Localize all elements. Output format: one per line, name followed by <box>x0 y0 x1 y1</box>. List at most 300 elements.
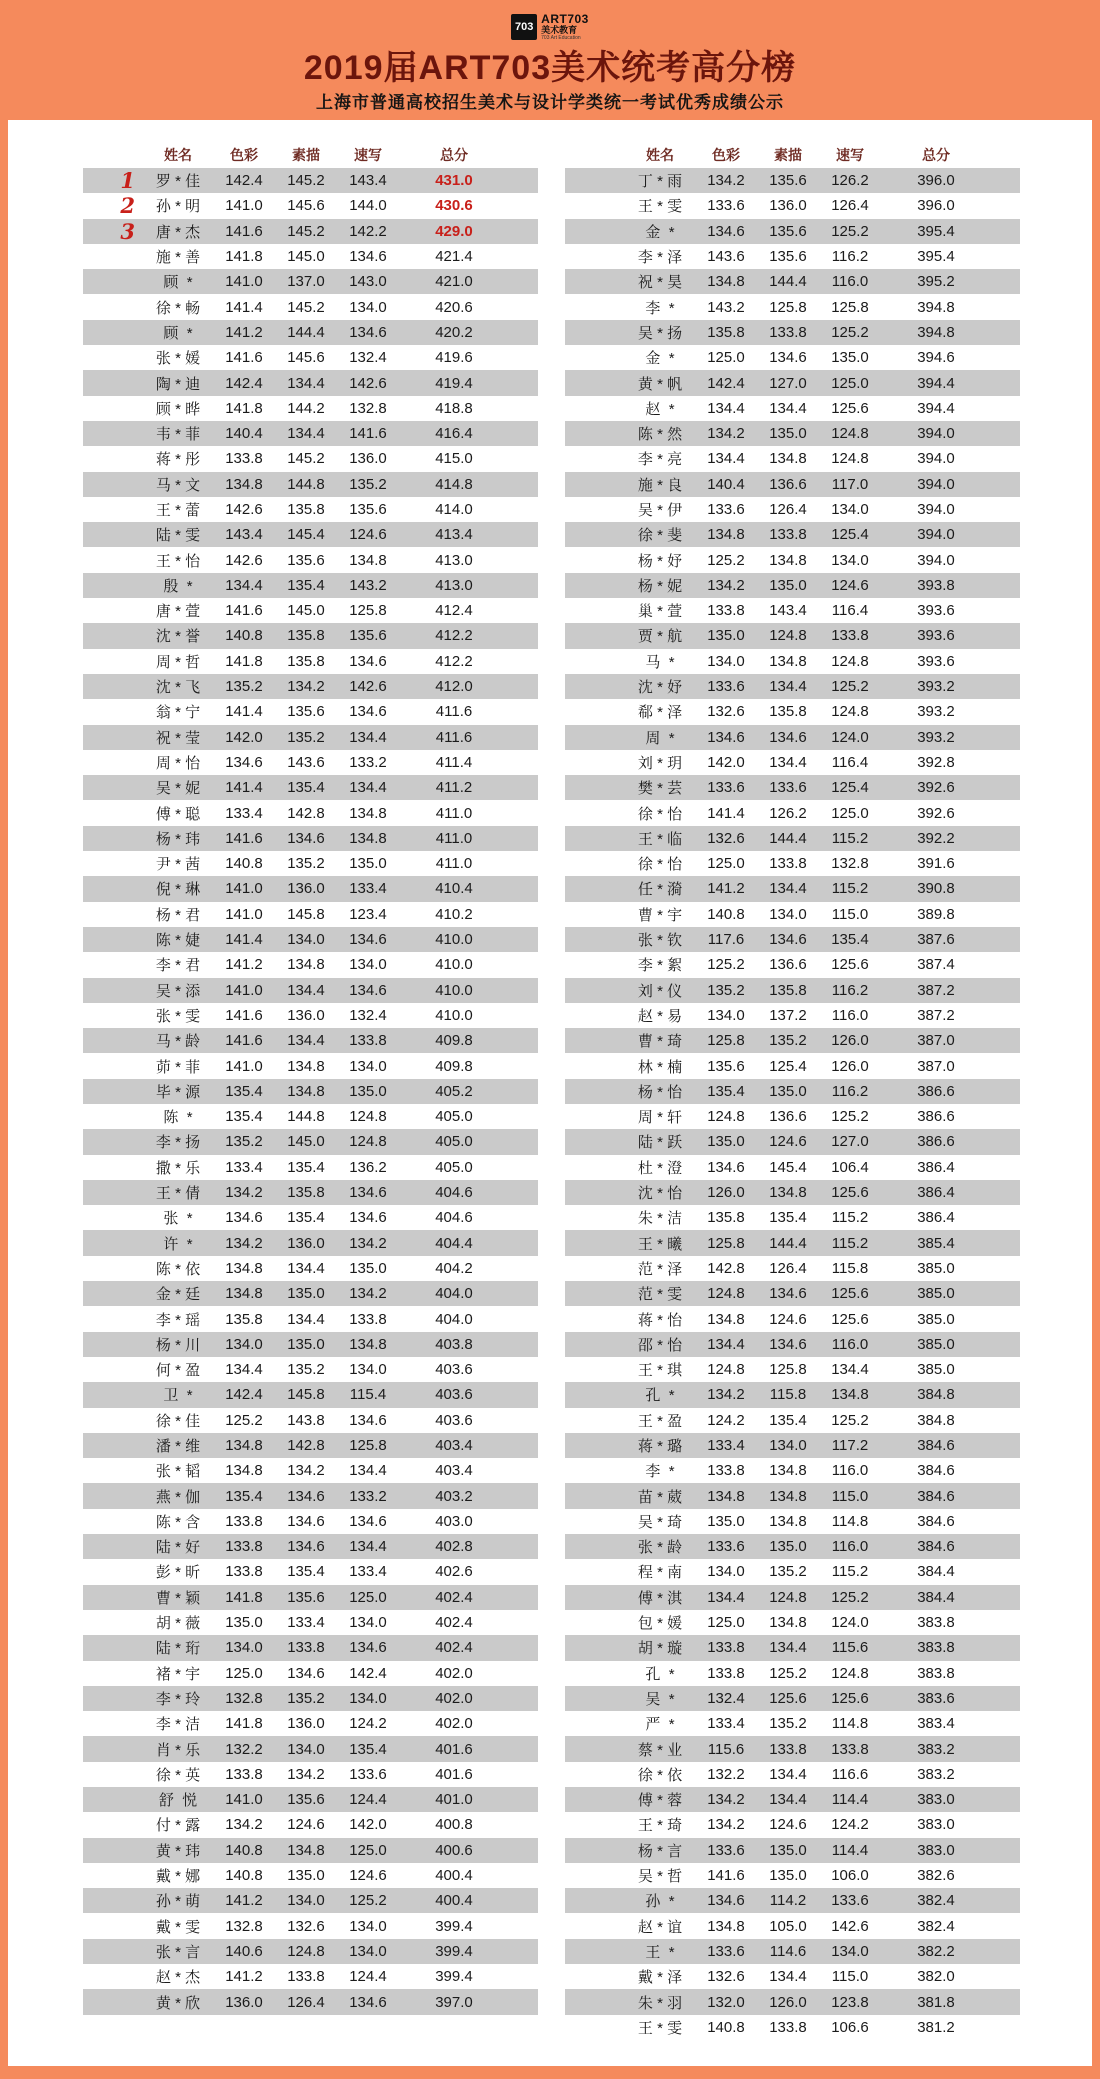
col-header-quicksketch: 速写 <box>836 147 864 163</box>
student-name: 金 * <box>645 350 675 368</box>
sketch-score: 134.6 <box>769 728 807 746</box>
sketch-score: 144.4 <box>287 323 325 341</box>
color-score: 134.2 <box>707 1791 745 1809</box>
sketch-score: 134.8 <box>769 1614 807 1632</box>
total-score: 384.8 <box>917 1411 955 1429</box>
total-score: 410.2 <box>435 905 473 923</box>
student-name: 韦 * 菲 <box>155 426 201 444</box>
sketch-score: 134.4 <box>769 1791 807 1809</box>
quicksketch-score: 133.2 <box>349 1487 387 1505</box>
student-name: 刘 * 仪 <box>637 982 683 1000</box>
total-score: 384.4 <box>917 1563 955 1581</box>
student-name: 祝 * 莹 <box>155 729 201 747</box>
color-score: 141.8 <box>225 652 263 670</box>
color-score: 134.2 <box>225 1816 263 1834</box>
col-header-color: 色彩 <box>712 147 740 163</box>
student-name: 陶 * 迪 <box>155 375 201 393</box>
color-score: 141.2 <box>225 1892 263 1910</box>
color-score: 135.0 <box>225 1614 263 1632</box>
quicksketch-score: 134.0 <box>349 956 387 974</box>
total-score: 403.0 <box>435 1512 473 1530</box>
student-name: 顾 * <box>163 324 193 342</box>
total-score: 394.0 <box>917 425 955 443</box>
score-row <box>83 1863 538 1888</box>
score-row <box>565 219 1020 244</box>
quicksketch-score: 134.8 <box>349 804 387 822</box>
color-score: 142.6 <box>225 501 263 518</box>
sketch-score: 135.2 <box>287 855 325 873</box>
student-name: 胡 * 璇 <box>637 1640 683 1658</box>
quicksketch-score: 141.6 <box>349 425 387 443</box>
sketch-score: 135.6 <box>287 551 325 569</box>
score-row <box>83 1762 538 1787</box>
col-header-sketch: 素描 <box>774 147 802 163</box>
student-name: 曹 * 颖 <box>155 1589 201 1607</box>
sketch-score: 134.8 <box>769 1512 807 1530</box>
total-score: 393.8 <box>917 576 955 594</box>
score-row <box>83 1180 538 1205</box>
total-score: 395.2 <box>917 273 955 291</box>
color-score: 141.8 <box>225 248 263 266</box>
quicksketch-score: 124.6 <box>349 1867 387 1885</box>
color-score: 141.8 <box>225 399 263 417</box>
quicksketch-score: 116.0 <box>831 1335 869 1353</box>
score-row <box>565 472 1020 497</box>
quicksketch-score: 142.4 <box>349 1664 387 1682</box>
sketch-score: 134.8 <box>287 1057 325 1075</box>
rank-label: 2 <box>120 193 135 219</box>
sketch-score: 135.2 <box>769 1563 807 1581</box>
total-score: 402.4 <box>435 1639 473 1657</box>
total-score: 383.2 <box>917 1765 955 1783</box>
total-score: 394.0 <box>917 526 955 544</box>
total-score: 404.6 <box>435 1209 473 1227</box>
sketch-score: 135.8 <box>287 652 325 670</box>
sketch-score: 125.4 <box>769 1057 807 1075</box>
total-score: 411.6 <box>435 728 473 746</box>
color-score: 132.2 <box>707 1765 745 1783</box>
sketch-score: 133.4 <box>287 1614 325 1632</box>
color-score: 141.6 <box>225 1006 263 1024</box>
color-score: 125.2 <box>225 1411 263 1429</box>
student-name: 王 * 倩 <box>155 1185 201 1203</box>
student-name: 卫 * <box>163 1387 193 1405</box>
sketch-score: 145.2 <box>287 172 325 190</box>
quicksketch-score: 124.6 <box>349 526 387 544</box>
sketch-score: 135.2 <box>769 1715 807 1733</box>
student-name: 孔 * <box>645 1665 675 1683</box>
total-score: 414.8 <box>435 475 473 493</box>
quicksketch-score: 114.8 <box>831 1512 869 1530</box>
student-name: 朱 * 洁 <box>637 1210 683 1228</box>
color-score: 142.0 <box>707 753 745 771</box>
score-row <box>83 1433 538 1458</box>
sketch-score: 145.0 <box>287 248 325 266</box>
color-score: 141.6 <box>225 602 263 620</box>
quicksketch-score: 125.0 <box>831 804 869 822</box>
color-score: 132.8 <box>225 1917 263 1935</box>
score-row <box>565 1003 1020 1028</box>
quicksketch-score: 126.4 <box>831 197 869 215</box>
sketch-score: 135.2 <box>287 1361 325 1379</box>
total-score: 403.6 <box>435 1386 473 1404</box>
total-score: 420.6 <box>435 298 473 316</box>
total-score: 393.2 <box>917 678 955 696</box>
score-row <box>83 623 538 648</box>
total-score: 393.6 <box>917 602 955 620</box>
color-score: 142.6 <box>225 551 263 569</box>
quicksketch-score: 124.8 <box>349 1133 387 1151</box>
total-score: 402.4 <box>435 1588 473 1606</box>
quicksketch-score: 134.0 <box>831 551 869 569</box>
sketch-score: 133.8 <box>769 1740 807 1758</box>
color-score: 141.4 <box>225 931 263 949</box>
student-name: 吴 * 伊 <box>637 502 683 519</box>
score-row <box>83 699 538 724</box>
score-row <box>83 168 538 193</box>
quicksketch-score: 115.6 <box>831 1639 869 1657</box>
score-row <box>565 1787 1020 1812</box>
student-name: 施 * 良 <box>637 476 683 494</box>
student-name: 吴 * 妮 <box>155 780 201 798</box>
total-score: 386.4 <box>917 1184 955 1202</box>
total-score: 410.0 <box>435 931 473 949</box>
total-score: 395.4 <box>917 222 955 240</box>
score-row <box>83 547 538 572</box>
student-name: 毕 * 源 <box>155 1083 201 1101</box>
score-row <box>565 978 1020 1003</box>
student-name: 郗 * 泽 <box>637 704 683 722</box>
total-score: 394.6 <box>917 349 955 367</box>
student-name: 张 * 言 <box>155 1943 201 1961</box>
color-score: 125.0 <box>225 1664 263 1682</box>
student-name: 唐 * 萱 <box>155 603 201 621</box>
col-header-name: 姓名 <box>646 147 674 163</box>
color-score: 141.0 <box>225 880 263 898</box>
sketch-score: 134.6 <box>287 1487 325 1505</box>
student-name: 王 * 临 <box>637 830 683 848</box>
total-score: 383.0 <box>917 1816 955 1834</box>
student-name: 李 * 君 <box>155 957 201 975</box>
color-score: 124.8 <box>707 1108 745 1126</box>
student-name: 李 * 扬 <box>155 1134 201 1152</box>
color-score: 124.8 <box>707 1361 745 1379</box>
color-score: 134.2 <box>707 172 745 190</box>
quicksketch-score: 134.6 <box>349 323 387 341</box>
student-name: 范 * 泽 <box>637 1260 683 1278</box>
color-score: 134.2 <box>225 1234 263 1252</box>
quicksketch-score: 125.0 <box>349 1588 387 1606</box>
sketch-score: 134.6 <box>769 349 807 367</box>
color-score: 141.4 <box>225 298 263 316</box>
sketch-score: 145.8 <box>287 1386 325 1404</box>
score-row <box>83 851 538 876</box>
total-score: 384.4 <box>917 1588 955 1606</box>
total-score: 404.0 <box>435 1310 473 1328</box>
total-score: 387.4 <box>917 956 955 974</box>
student-name: 徐 * 佳 <box>155 1412 201 1430</box>
score-row <box>83 1838 538 1863</box>
total-score: 383.8 <box>917 1639 955 1657</box>
sketch-score: 126.4 <box>769 1259 807 1277</box>
score-table-left <box>83 143 538 2015</box>
total-score: 381.8 <box>917 1993 955 2011</box>
color-score: 134.2 <box>225 1184 263 1202</box>
score-row <box>83 1964 538 1989</box>
color-score: 133.8 <box>225 450 263 468</box>
student-name: 沈 * 怡 <box>637 1185 683 1203</box>
total-score: 385.0 <box>917 1361 955 1379</box>
student-name: 撒 * 乐 <box>155 1159 201 1177</box>
score-row <box>83 370 538 395</box>
score-row <box>565 421 1020 446</box>
quicksketch-score: 134.6 <box>349 652 387 670</box>
quicksketch-score: 134.0 <box>349 1917 387 1935</box>
sketch-score: 134.8 <box>769 1462 807 1480</box>
quicksketch-score: 142.6 <box>349 374 387 392</box>
score-row <box>83 1736 538 1761</box>
score-row <box>565 1534 1020 1559</box>
sketch-score: 133.8 <box>769 323 807 341</box>
sketch-score: 134.6 <box>769 931 807 949</box>
logo-brand: ART703 <box>541 12 589 26</box>
color-score: 133.8 <box>225 1538 263 1556</box>
quicksketch-score: 134.6 <box>349 248 387 266</box>
color-score: 124.2 <box>707 1411 745 1429</box>
sketch-score: 135.4 <box>769 1411 807 1429</box>
quicksketch-score: 135.0 <box>349 1259 387 1277</box>
student-name: 殷 * <box>163 577 193 595</box>
color-score: 133.8 <box>225 1563 263 1581</box>
col-header-sketch: 素描 <box>292 147 320 163</box>
color-score: 132.8 <box>225 1689 263 1707</box>
score-row <box>565 1838 1020 1863</box>
sketch-score: 134.6 <box>287 829 325 847</box>
quicksketch-score: 132.8 <box>831 855 869 873</box>
score-row <box>565 168 1020 193</box>
student-name: 戴 * 雯 <box>155 1918 201 1936</box>
color-score: 141.4 <box>225 703 263 721</box>
student-name: 蔡 * 业 <box>637 1741 683 1759</box>
total-score: 402.4 <box>435 1614 473 1632</box>
sketch-score: 124.8 <box>769 627 807 645</box>
color-score: 135.4 <box>707 1082 745 1100</box>
quicksketch-score: 125.0 <box>349 1841 387 1859</box>
score-row <box>565 1458 1020 1483</box>
color-score: 140.8 <box>225 1841 263 1859</box>
total-score: 393.2 <box>917 728 955 746</box>
student-name: 王 * 琪 <box>637 1362 683 1380</box>
quicksketch-score: 135.4 <box>349 1740 387 1758</box>
quicksketch-score: 134.6 <box>349 1209 387 1227</box>
total-score: 386.6 <box>917 1108 955 1126</box>
col-header-color: 色彩 <box>230 147 258 163</box>
sketch-score: 134.6 <box>769 1335 807 1353</box>
sketch-score: 134.4 <box>287 425 325 443</box>
student-name: 付 * 露 <box>155 1817 201 1835</box>
quicksketch-score: 116.0 <box>831 1462 869 1480</box>
total-score: 393.6 <box>917 627 955 645</box>
sketch-score: 134.4 <box>769 678 807 696</box>
table-rows-left <box>83 168 538 2015</box>
sketch-score: 133.8 <box>769 526 807 544</box>
color-score: 134.2 <box>707 1386 745 1404</box>
student-name: 蒋 * 怡 <box>637 1311 683 1329</box>
sketch-score: 126.2 <box>769 804 807 822</box>
sketch-score: 136.0 <box>287 1715 325 1733</box>
student-name: 周 * 哲 <box>155 653 201 671</box>
score-row <box>83 294 538 319</box>
total-score: 415.0 <box>435 450 473 468</box>
score-table-right <box>565 143 1020 2040</box>
total-score: 405.0 <box>435 1133 473 1151</box>
student-name: 李 * 亮 <box>637 451 683 469</box>
score-row <box>83 1913 538 1938</box>
score-row <box>565 370 1020 395</box>
color-score: 135.2 <box>225 1133 263 1151</box>
score-row <box>83 1458 538 1483</box>
sketch-score: 135.0 <box>287 1285 325 1303</box>
quicksketch-score: 125.6 <box>831 1689 869 1707</box>
score-row <box>565 674 1020 699</box>
total-score: 391.6 <box>917 855 955 873</box>
quicksketch-score: 142.6 <box>349 678 387 696</box>
score-row <box>565 2015 1020 2040</box>
total-score: 402.6 <box>435 1563 473 1581</box>
sketch-score: 136.0 <box>287 1006 325 1024</box>
quicksketch-score: 134.0 <box>831 501 869 518</box>
score-row <box>83 1104 538 1129</box>
score-row <box>565 876 1020 901</box>
score-row <box>565 1939 1020 1964</box>
total-score: 384.6 <box>917 1436 955 1454</box>
student-name: 周 * 轩 <box>637 1109 683 1127</box>
color-score: 141.0 <box>225 197 263 215</box>
color-score: 135.0 <box>707 1133 745 1151</box>
sketch-score: 135.0 <box>769 1841 807 1859</box>
total-score: 429.0 <box>435 222 473 240</box>
col-header-quicksketch: 速写 <box>354 147 382 163</box>
quicksketch-score: 115.2 <box>831 880 869 898</box>
student-name: 顾 * 晔 <box>155 400 201 418</box>
total-score: 393.2 <box>917 703 955 721</box>
total-score: 410.0 <box>435 1006 473 1024</box>
sketch-score: 132.6 <box>287 1917 325 1935</box>
score-row <box>565 800 1020 825</box>
student-name: 戴 * 娜 <box>155 1868 201 1886</box>
sketch-score: 133.8 <box>769 2018 807 2036</box>
score-row <box>565 1812 1020 1837</box>
score-row <box>83 497 538 522</box>
sketch-score: 134.2 <box>287 1462 325 1480</box>
score-row <box>565 345 1020 370</box>
student-name: 顾 * <box>163 274 193 292</box>
score-row <box>83 1205 538 1230</box>
color-score: 140.8 <box>225 855 263 873</box>
quicksketch-score: 134.4 <box>349 1538 387 1556</box>
color-score: 124.8 <box>707 1285 745 1303</box>
quicksketch-score: 125.8 <box>831 298 869 316</box>
color-score: 134.8 <box>707 526 745 544</box>
student-name: 蒋 * 彤 <box>155 451 201 469</box>
student-name: 杨 * 君 <box>155 906 201 924</box>
score-row <box>83 1787 538 1812</box>
score-row <box>83 598 538 623</box>
student-name: 徐 * 斐 <box>637 527 683 545</box>
quicksketch-score: 125.4 <box>831 526 869 544</box>
student-name: 马 * <box>645 653 675 671</box>
total-score: 412.4 <box>435 602 473 620</box>
total-score: 404.2 <box>435 1259 473 1277</box>
sketch-score: 144.4 <box>769 829 807 847</box>
color-score: 141.0 <box>225 273 263 291</box>
sketch-score: 145.2 <box>287 298 325 316</box>
quicksketch-score: 116.0 <box>831 1538 869 1556</box>
rank-label: 3 <box>120 218 135 244</box>
quicksketch-score: 127.0 <box>831 1133 869 1151</box>
sketch-score: 145.4 <box>769 1158 807 1176</box>
total-score: 402.8 <box>435 1538 473 1556</box>
color-score: 140.8 <box>225 627 263 645</box>
quicksketch-score: 135.6 <box>349 627 387 645</box>
color-score: 132.0 <box>707 1993 745 2011</box>
quicksketch-score: 134.2 <box>349 1234 387 1252</box>
score-row <box>83 1711 538 1736</box>
total-score: 403.4 <box>435 1436 473 1454</box>
sketch-score: 135.0 <box>769 1082 807 1100</box>
color-score: 133.6 <box>707 779 745 797</box>
score-row <box>565 1357 1020 1382</box>
student-name: 刘 * 玥 <box>637 754 683 772</box>
color-score: 135.6 <box>707 1057 745 1075</box>
student-name: 李 * 洁 <box>155 1716 201 1734</box>
total-score: 386.4 <box>917 1209 955 1227</box>
score-row <box>83 1585 538 1610</box>
student-name: 赵 * <box>645 400 675 418</box>
student-name: 徐 * 畅 <box>155 299 201 317</box>
score-row <box>565 1104 1020 1129</box>
student-name: 陈 * 婕 <box>155 932 201 950</box>
student-name: 赵 * 杰 <box>155 1969 201 1987</box>
color-score: 134.8 <box>707 1917 745 1935</box>
student-name: 陆 * 珩 <box>155 1640 201 1658</box>
table-header-right <box>565 143 1020 167</box>
student-name: 徐 * 英 <box>155 1766 201 1784</box>
total-score: 383.0 <box>917 1841 955 1859</box>
sketch-score: 134.8 <box>287 1841 325 1859</box>
quicksketch-score: 124.8 <box>831 652 869 670</box>
quicksketch-score: 135.6 <box>349 501 387 518</box>
score-row <box>83 320 538 345</box>
sketch-score: 125.8 <box>769 1361 807 1379</box>
total-score: 392.6 <box>917 804 955 822</box>
score-row <box>83 1939 538 1964</box>
color-score: 141.4 <box>707 804 745 822</box>
sketch-score: 135.0 <box>769 1538 807 1556</box>
color-score: 135.4 <box>225 1082 263 1100</box>
quicksketch-score: 125.0 <box>831 374 869 392</box>
total-score: 384.6 <box>917 1512 955 1530</box>
student-name: 张 * 韬 <box>155 1463 201 1481</box>
score-row <box>83 1230 538 1255</box>
color-score: 133.6 <box>707 1942 745 1960</box>
student-name: 孔 * <box>645 1387 675 1405</box>
color-score: 133.8 <box>707 1664 745 1682</box>
quicksketch-score: 125.2 <box>831 1411 869 1429</box>
total-score: 409.8 <box>435 1032 473 1050</box>
color-score: 135.0 <box>707 627 745 645</box>
quicksketch-score: 133.2 <box>349 753 387 771</box>
